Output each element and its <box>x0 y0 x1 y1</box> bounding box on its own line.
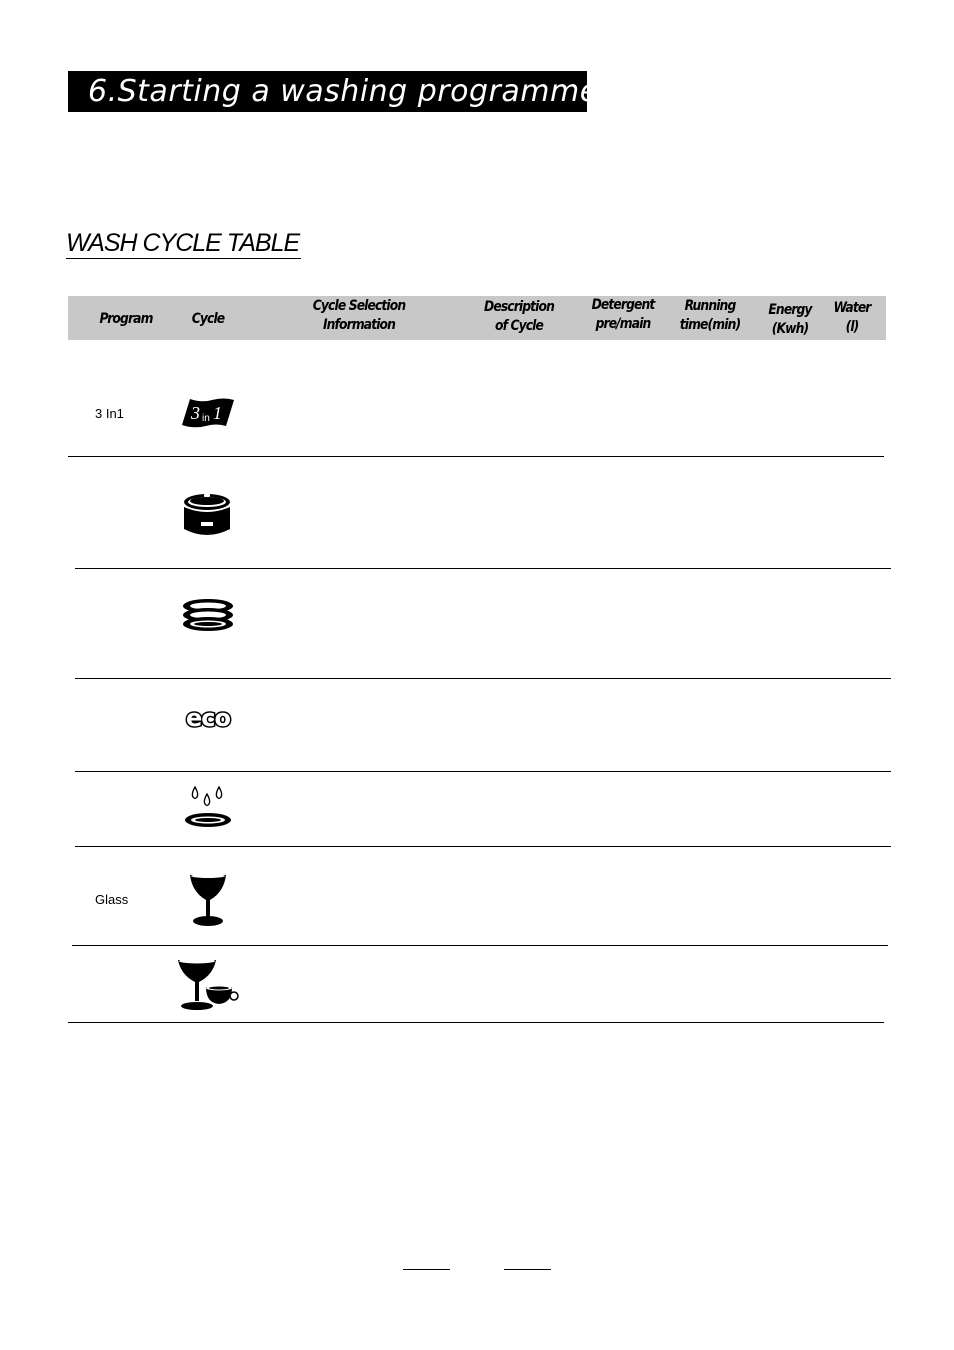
eco-icon <box>174 705 242 731</box>
3in1-icon-digit: 3 <box>191 403 200 423</box>
table-title: WASH CYCLE TABLE <box>66 229 300 257</box>
header-detergent: Detergent pre/main <box>591 297 655 332</box>
program-label-3in1: 3 In1 <box>95 406 124 421</box>
row-divider <box>75 678 891 679</box>
program-label-glass: Glass <box>95 892 129 907</box>
row-divider <box>75 846 891 847</box>
header-water: Water (l) <box>833 300 871 335</box>
rinse-drops-plate-icon <box>183 785 233 829</box>
wine-glass-icon <box>188 872 228 928</box>
3in1-icon <box>180 397 236 429</box>
row-divider <box>68 456 884 457</box>
section-title: 6.Starting a washing programme <box>68 71 587 112</box>
pot-icon <box>182 489 232 539</box>
header-description: Description of Cycle <box>483 299 555 334</box>
header-running-time: Running time(min) <box>679 298 741 333</box>
3in1-icon-one: 1 <box>213 403 222 423</box>
footer-rule-left <box>403 1269 450 1270</box>
row-divider <box>75 568 891 569</box>
header-program: Program <box>99 311 153 327</box>
glass-and-cup-icon <box>176 955 240 1013</box>
table-bottom-rule <box>68 1022 884 1023</box>
row-divider <box>72 945 888 946</box>
header-cycle-selection: Cycle Selection Information <box>312 298 406 333</box>
footer-rule-right <box>504 1269 551 1270</box>
header-energy: Energy (Kwh) <box>768 302 812 337</box>
row-divider <box>75 771 891 772</box>
3in1-icon-in: in <box>202 413 210 424</box>
header-cycle: Cycle <box>191 311 225 327</box>
eco-icon-text: eco <box>186 705 230 731</box>
stacked-plates-icon <box>181 598 235 634</box>
